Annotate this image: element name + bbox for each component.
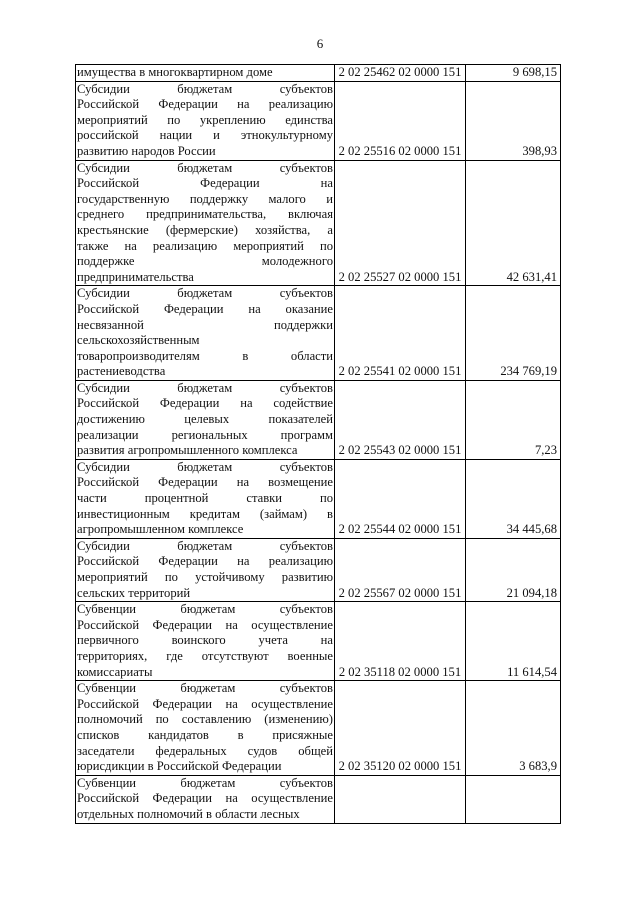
description-line: Российской Федерации на содействие [77, 396, 333, 411]
description-line: товаропроизводителям в области [77, 348, 333, 363]
description-line: российской нации и этнокультурному [77, 128, 333, 143]
budget-classification-code: 2 02 25541 02 0000 151 [335, 286, 466, 381]
description-line: реализации региональных программ [77, 427, 333, 442]
amount-value: 398,93 [466, 81, 561, 160]
budget-classification-code [335, 775, 466, 823]
table-row [76, 681, 561, 776]
page-number: 6 [316, 36, 324, 51]
description-line: Субсидии бюджетам субъектов [77, 459, 333, 474]
description-line: Субвенции бюджетам субъектов [77, 602, 333, 617]
row-description [76, 775, 335, 823]
row-description [76, 65, 335, 82]
table-row [76, 538, 561, 601]
description-line: имущества в многоквартирном доме [77, 65, 273, 79]
description-line: сельскохозяйственным [77, 333, 200, 348]
description-line: комиссариаты [77, 664, 153, 679]
table-row [76, 160, 561, 286]
description-line: государственную поддержку малого и [77, 191, 333, 206]
description-line: инвестиционным кредитам (займам) в [77, 506, 333, 521]
description-line: Субвенции бюджетам субъектов [77, 681, 333, 696]
table-row [76, 380, 561, 459]
amount-value: 21 094,18 [466, 538, 561, 601]
description-line: Российской Федерации на осуществление [77, 696, 333, 711]
description-line: территориях, где отсутствуют военные [77, 648, 333, 663]
table-row [76, 286, 561, 381]
description-line: части процентной ставки по [77, 491, 333, 506]
description-line: также на реализацию мероприятий по [77, 238, 333, 253]
description-line: Российской Федерации на реализацию [77, 554, 333, 569]
description-line: Субсидии бюджетам субъектов [77, 380, 333, 395]
budget-classification-code: 2 02 25567 02 0000 151 [335, 538, 466, 601]
row-description [76, 286, 335, 381]
table-row [76, 65, 561, 82]
table-body [76, 65, 561, 824]
description-line: Субсидии бюджетам субъектов [77, 160, 333, 175]
description-line: мероприятий по укреплению единства [77, 112, 333, 127]
amount-value: 7,23 [466, 380, 561, 459]
amount-value: 34 445,68 [466, 459, 561, 538]
budget-classification-code: 2 02 25516 02 0000 151 [335, 81, 466, 160]
row-description [76, 459, 335, 538]
row-description [76, 681, 335, 776]
description-line: Субсидии бюджетам субъектов [77, 81, 333, 96]
amount-value: 11 614,54 [466, 602, 561, 681]
table-row [76, 775, 561, 823]
budget-classification-code: 2 02 35118 02 0000 151 [335, 602, 466, 681]
description-line: агропромышленном комплексе [77, 522, 244, 537]
budget-classification-code: 2 02 25543 02 0000 151 [335, 380, 466, 459]
table-row [76, 81, 561, 160]
description-line: поддержке молодежного [77, 254, 333, 269]
table-row [76, 602, 561, 681]
row-description [76, 380, 335, 459]
description-line: достижению целевых показателей [77, 412, 333, 427]
description-line: сельских территорий [77, 585, 191, 600]
description-line: крестьянские (фермерские) хозяйства, а [77, 222, 333, 237]
description-line: Субсидии бюджетам субъектов [77, 538, 333, 553]
budget-revenue-table [75, 64, 561, 824]
description-line: среднего предпринимательства, включая [77, 207, 333, 222]
description-line: Субвенции бюджетам субъектов [77, 775, 333, 790]
row-description [76, 81, 335, 160]
description-line: несвязанной поддержки [77, 317, 333, 332]
budget-classification-code: 2 02 25462 02 0000 151 [335, 65, 466, 82]
description-line: растениеводства [77, 364, 166, 379]
description-line: полномочий по составлению (изменению) [77, 712, 333, 727]
description-line: Российской Федерации на оказание [77, 301, 333, 316]
description-line: Российской Федерации на возмещение [77, 475, 333, 490]
row-description [76, 538, 335, 601]
budget-classification-code: 2 02 25544 02 0000 151 [335, 459, 466, 538]
row-description [76, 602, 335, 681]
description-line: Российской Федерации на реализацию [77, 97, 333, 112]
description-line: первичного воинского учета на [77, 633, 333, 648]
description-line: юрисдикции в Российской Федерации [77, 759, 282, 774]
amount-value: 9 698,15 [466, 65, 561, 82]
description-line: Российской Федерации на осуществление [77, 791, 333, 806]
budget-classification-code: 2 02 35120 02 0000 151 [335, 681, 466, 776]
amount-value: 234 769,19 [466, 286, 561, 381]
description-line: Российской Федерации на осуществление [77, 617, 333, 632]
description-line: Российской Федерации на [77, 176, 333, 191]
description-line: списков кандидатов в присяжные [77, 727, 333, 742]
amount-value: 42 631,41 [466, 160, 561, 286]
amount-value: 3 683,9 [466, 681, 561, 776]
description-line: развитию народов России [77, 143, 216, 158]
description-line: отдельных полномочий в области лесных [77, 806, 300, 821]
description-line: мероприятий по устойчивому развитию [77, 570, 333, 584]
description-line: предпринимательства [77, 269, 194, 284]
description-line: развития агропромышленного комплекса [77, 443, 298, 458]
budget-classification-code: 2 02 25527 02 0000 151 [335, 160, 466, 286]
amount-value [466, 775, 561, 823]
description-line: Субсидии бюджетам субъектов [77, 286, 333, 301]
row-description [76, 160, 335, 286]
description-line: заседатели федеральных судов общей [77, 743, 333, 758]
table-row [76, 459, 561, 538]
